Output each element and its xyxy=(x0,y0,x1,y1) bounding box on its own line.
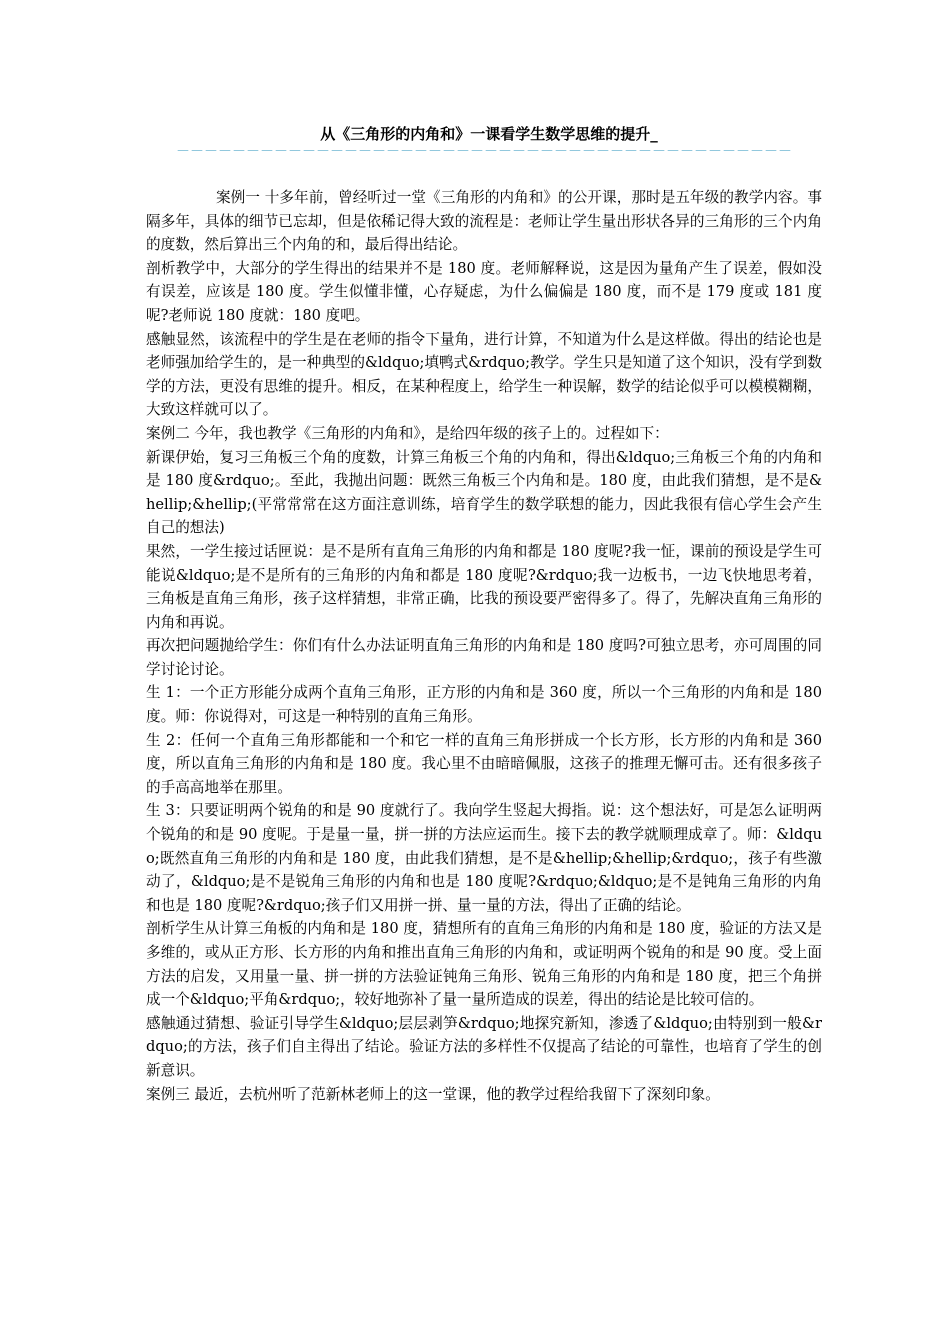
document-page xyxy=(146,124,822,1106)
paragraph-student-three: 生 3：只要证明两个锐角的和是 90 度就行了。我向学生竖起大拇指。说：这个想法好，可是怎么证明两个锐角的和是 90 度呢。于是量一量，拼一拼的方法应运而生。接下去的教学就顺理成章了。师：&ldquo;既然直角三角形的内角和是 180 度，由此我们猜想，是不是&hellip;&hellip;&rdquo;，孩子有些激动了，&ldquo;是不是锐角三角形的内角和也是 180 度呢?&rdquo;&ldquo;是不是钝角三角形的内角和也是 180 度呢?&rdquo;孩子们又用拼一拼、量一量的方法，得出了正确的结论。 xyxy=(146,802,822,914)
paragraph-student-two: 生 2：任何一个直角三角形都能和一个和它一样的直角三角形拼成一个长方形，长方形的内角和是 360 度，所以直角三角形的内角和是 180 度。我心里不由暗暗佩服，这孩子的推理无懈可击。还有很多孩子的手高高地举在那里。 xyxy=(146,731,822,796)
paragraph-reflection-one: 感触显然，该流程中的学生是在老师的指令下量角，进行计算，不知道为什么是这样做。得出的结论也是老师强加给学生的，是一种典型的&ldquo;填鸭式&rdquo;教学。学生只是知道了这个知识，没有学到数学的方法，更没有思维的提升。相反，在某种程度上，给学生一种误解，数学的结论似乎可以模模糊糊，大致这样就可以了。 xyxy=(146,330,822,419)
paragraph-question: 再次把问题抛给学生：你们有什么办法证明直角三角形的内角和是 180 度吗?可独立思考，亦可周围的同学讨论讨论。 xyxy=(146,637,822,678)
paragraph-student-one: 生 1：一个正方形能分成两个直角三角形，正方形的内角和是 360 度，所以一个三角形的内角和是 180 度。师：你说得对，可这是一种特别的直角三角形。 xyxy=(146,684,822,726)
paragraph-case-two: 案例二 今年，我也教学《三角形的内角和》，是给四年级的孩子上的。过程如下： xyxy=(146,424,669,442)
paragraph-analysis-one: 剖析教学中，大部分的学生得出的结果并不是 180 度。老师解释说，这是因为量角产生了误差，假如没有误差，应该是 180 度。学生似懂非懂，心存疑虑，为什么偏偏是 180 度，而不是 179 度或 181 度呢?老师说 180 度就：180 度吧。 xyxy=(146,259,822,324)
paragraph-new-lesson: 新课伊始，复习三角板三个角的度数，计算三角板三个角的内角和，得出&ldquo;三角板三个角的内角和是 180 度&rdquo;。至此，我抛出问题：既然三角板三个内角和是。180 度，由此我们猜想，是不是&hellip;&hellip;(平常常常在这方面注意训练，培育学生的数学联想的能力，因此我很有信心学生会产生自己的想法) xyxy=(146,448,822,537)
paragraph-case-one: 案例一 十多年前，曾经听过一堂《三角形的内角和》的公开课，那时是五年级的教学内容。事隔多年，具体的细节已忘却，但是依稀记得大致的流程是：老师让学生量出形状各异的三角形的三个内角的度数，然后算出三个内角的和，最后得出结论。 xyxy=(146,189,822,254)
paragraph-reflection-two: 感触通过猜想、验证引导学生&ldquo;层层剥笋&rdquo;地探究新知，渗透了&ldquo;由特别到一般&rdquo;的方法，孩子们自主得出了结论。验证方法的多样性不仅提高了结论的可靠性，也培育了学生的创新意识。 xyxy=(146,1014,822,1079)
paragraph-case-three: 案例三 最近，去杭州听了范新林老师上的这一堂课，他的教学过程给我留下了深刻印象。 xyxy=(146,1085,720,1103)
document-title: 从《三角形的内角和》一课看学生数学思维的提升_ xyxy=(320,125,658,143)
title-separator: －－－－－－－－－－－－－－－－－－－－－－－－－－－－－－－－－－－－－－－－－－－－ xyxy=(176,144,792,160)
paragraph-student-guess: 果然，一学生接过话匣说：是不是所有直角三角形的内角和都是 180 度呢?我一怔，课前的预设是学生可能说&ldquo;是不是所有的三角形的内角和都是 180 度呢?&rdquo;我一边板书，一边飞快地思考着，三角板是直角三角形，孩子这样猜想，非常正确，比我的预设要严密得多了。得了，先解决直角三角形的内角和再说。 xyxy=(146,542,822,631)
paragraph-analysis-two: 剖析学生从计算三角板的内角和是 180 度，猜想所有的直角三角形的内角和是 180 度，验证的方法又是多维的，或从正方形、长方形的内角和推出直角三角形的内角和，或证明两个锐角的和是 90 度。受上面方法的启发，又用量一量、拼一拼的方法验证钝角三角形、锐角三角形的内角和是 180 度，把三个角拼成一个&ldquo;平角&rdquo;，较好地弥补了量一量所造成的误差，得出的结论是比较可信的。 xyxy=(146,920,822,1009)
